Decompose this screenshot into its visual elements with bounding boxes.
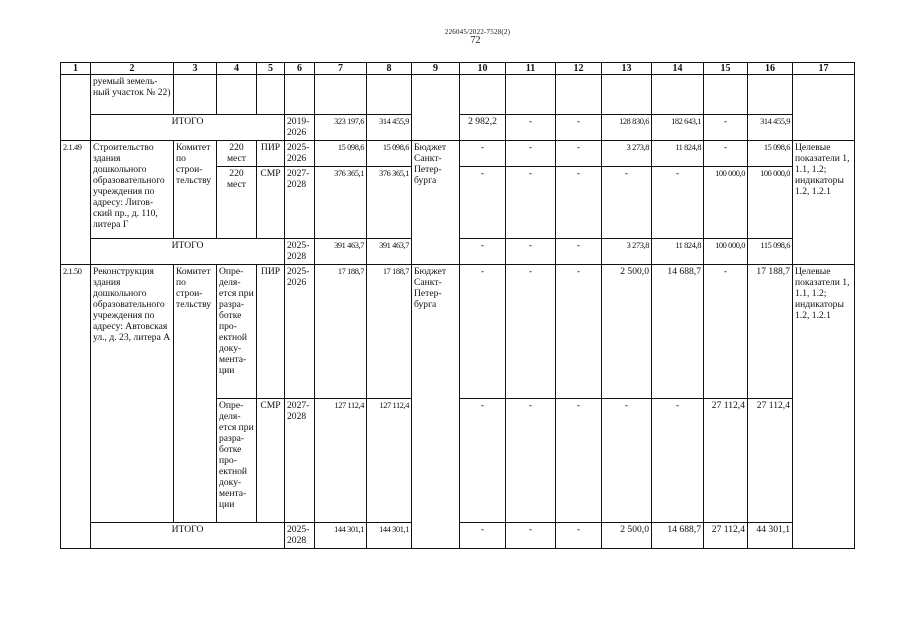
row-number: 2.1.50 bbox=[61, 265, 91, 549]
header-cell: 5 bbox=[257, 63, 285, 75]
cell-c12: - bbox=[556, 265, 602, 399]
cell-c15: - bbox=[704, 265, 748, 399]
cell-c13: - bbox=[602, 399, 652, 523]
header-cell: 11 bbox=[506, 63, 556, 75]
customer: Комитет по строи-тельству bbox=[174, 141, 217, 239]
cell-c15: 100 000,0 bbox=[704, 239, 748, 265]
cell-c12: - bbox=[556, 239, 602, 265]
cell-c14: 182 643,1 bbox=[652, 115, 704, 141]
cell-years: 2027-2028 bbox=[285, 167, 315, 239]
cell-c7: 391 463,7 bbox=[315, 239, 367, 265]
cell-c16: 15 098,6 bbox=[748, 141, 793, 167]
cell-c7: 15 098,6 bbox=[315, 141, 367, 167]
cell-customer bbox=[174, 75, 217, 115]
cell-c16: 27 112,4 bbox=[748, 399, 793, 523]
cell-c13: 3 273,8 bbox=[602, 239, 652, 265]
cell-c7: 144 301,1 bbox=[315, 523, 367, 549]
header-cell: 8 bbox=[367, 63, 412, 75]
cell-c13: 3 273,8 bbox=[602, 141, 652, 167]
cell-c8: 376 365,1 bbox=[367, 167, 412, 239]
cell-c16: 314 455,9 bbox=[748, 115, 793, 141]
cell-power bbox=[217, 75, 257, 115]
cell-c13: - bbox=[602, 167, 652, 239]
row-number: 2.1.49 bbox=[61, 141, 91, 265]
cell-years: 2019-2026 bbox=[285, 115, 315, 141]
page-number: 72 bbox=[470, 35, 481, 46]
cell-c13: 128 830,6 bbox=[602, 115, 652, 141]
cell-c11 bbox=[506, 75, 556, 115]
cell-c12 bbox=[556, 75, 602, 115]
cell-c14: 14 688,7 bbox=[652, 523, 704, 549]
indicators: Целевые показатели 1, 1.1, 1.2; индикаторы 1.2, 1.2.1 bbox=[793, 265, 855, 549]
cell-c10: - bbox=[460, 239, 506, 265]
header-cell: 15 bbox=[704, 63, 748, 75]
header-cell: 13 bbox=[602, 63, 652, 75]
header-cell: 12 bbox=[556, 63, 602, 75]
budget-source: Бюджет Санкт-Петер-бурга bbox=[412, 265, 460, 549]
cell-c11: - bbox=[506, 115, 556, 141]
cell-years: 2027-2028 bbox=[285, 399, 315, 523]
cell-c8: 144 301,1 bbox=[367, 523, 412, 549]
cell-c8 bbox=[367, 75, 412, 115]
cell-c15: 27 112,4 bbox=[704, 523, 748, 549]
cell-c15: - bbox=[704, 141, 748, 167]
itogo-label: ИТОГО bbox=[91, 115, 285, 141]
cell-c8: 15 098,6 bbox=[367, 141, 412, 167]
cell-c7: 17 188,7 bbox=[315, 265, 367, 399]
cell-c7: 323 197,6 bbox=[315, 115, 367, 141]
cell-num bbox=[61, 75, 91, 141]
cell-c15: 100 000,0 bbox=[704, 167, 748, 239]
cell-years: 2025-2026 bbox=[285, 265, 315, 399]
customer: Комитет по строи-тельству bbox=[174, 265, 217, 523]
header-cell: 1 bbox=[61, 63, 91, 75]
cell-c10: - bbox=[460, 265, 506, 399]
cell-budget bbox=[412, 75, 460, 141]
cell-c10: 2 982,2 bbox=[460, 115, 506, 141]
cell-c14: - bbox=[652, 167, 704, 239]
cell-c14: 11 824,8 bbox=[652, 239, 704, 265]
header-cell: 3 bbox=[174, 63, 217, 75]
header-cell: 2 bbox=[91, 63, 174, 75]
object-name: руемый земель-ный участок № 22) bbox=[91, 75, 174, 115]
cell-c12: - bbox=[556, 399, 602, 523]
cell-c12: - bbox=[556, 167, 602, 239]
header-cell: 9 bbox=[412, 63, 460, 75]
cell-c15: 27 112,4 bbox=[704, 399, 748, 523]
power: Опре-деля-ется при разра-ботке про-ектной доку-мента-ции bbox=[217, 399, 257, 523]
work-type: ПИР bbox=[257, 141, 285, 167]
cell-c16: 115 098,6 bbox=[748, 239, 793, 265]
table-row bbox=[61, 75, 855, 115]
header-cell: 7 bbox=[315, 63, 367, 75]
cell-c11: - bbox=[506, 523, 556, 549]
header-cell: 4 bbox=[217, 63, 257, 75]
cell-c15 bbox=[704, 75, 748, 115]
cell-years: 2025-2026 bbox=[285, 141, 315, 167]
cell-c16: 100 000,0 bbox=[748, 167, 793, 239]
cell-c11: - bbox=[506, 265, 556, 399]
object-name: Строительство здания дошкольного образовательного учреждения по адресу: Лигов-ский пр., д. 110, литера Г bbox=[91, 141, 174, 239]
cell-years bbox=[285, 75, 315, 115]
table-row bbox=[61, 265, 855, 399]
cell-c16: 17 188,7 bbox=[748, 265, 793, 399]
cell-c7: 376 365,1 bbox=[315, 167, 367, 239]
cell-c12: - bbox=[556, 141, 602, 167]
cell-c8: 17 188,7 bbox=[367, 265, 412, 399]
cell-c11: - bbox=[506, 239, 556, 265]
cell-c10: - bbox=[460, 141, 506, 167]
cell-c11: - bbox=[506, 399, 556, 523]
cell-c8: 391 463,7 bbox=[367, 239, 412, 265]
power: Опре-деля-ется при разра-ботке про-ектной доку-мента-ции bbox=[217, 265, 257, 399]
cell-c13 bbox=[602, 75, 652, 115]
header-cell: 17 bbox=[793, 63, 855, 75]
cell-c7 bbox=[315, 75, 367, 115]
header-cell: 6 bbox=[285, 63, 315, 75]
cell-c14 bbox=[652, 75, 704, 115]
cell-c10: - bbox=[460, 523, 506, 549]
table-row bbox=[61, 141, 855, 167]
cell-c13: 2 500,0 bbox=[602, 523, 652, 549]
financing-table bbox=[60, 62, 855, 549]
cell-c16 bbox=[748, 75, 793, 115]
cell-c10: - bbox=[460, 399, 506, 523]
work-type: СМР bbox=[257, 167, 285, 239]
cell-c15: - bbox=[704, 115, 748, 141]
itogo-label: ИТОГО bbox=[91, 239, 285, 265]
work-type: ПИР bbox=[257, 265, 285, 399]
cell-type bbox=[257, 75, 285, 115]
cell-c10: - bbox=[460, 167, 506, 239]
itogo-label: ИТОГО bbox=[91, 523, 285, 549]
budget-source: Бюджет Санкт-Петер-бурга bbox=[412, 141, 460, 265]
cell-c16: 44 301,1 bbox=[748, 523, 793, 549]
cell-c13: 2 500,0 bbox=[602, 265, 652, 399]
cell-c7: 127 112,4 bbox=[315, 399, 367, 523]
document-id: 226045/2022-7528(2) bbox=[444, 28, 511, 36]
indicators: Целевые показатели 1, 1.1, 1.2; индикаторы 1.2, 1.2.1 bbox=[793, 141, 855, 265]
header-row bbox=[61, 63, 855, 75]
header-cell: 10 bbox=[460, 63, 506, 75]
power: 220 мест bbox=[217, 141, 257, 167]
cell-c14: - bbox=[652, 399, 704, 523]
cell-c12: - bbox=[556, 523, 602, 549]
cell-c8: 127 112,4 bbox=[367, 399, 412, 523]
cell-c14: 11 824,8 bbox=[652, 141, 704, 167]
work-type: СМР bbox=[257, 399, 285, 523]
cell-indicators bbox=[793, 75, 855, 141]
cell-years: 2025-2028 bbox=[285, 523, 315, 549]
cell-c12: - bbox=[556, 115, 602, 141]
header-cell: 16 bbox=[748, 63, 793, 75]
cell-years: 2025-2028 bbox=[285, 239, 315, 265]
header-cell: 14 bbox=[652, 63, 704, 75]
object-name: Реконструкция здания дошкольного образовательного учреждения по адресу: Автовская ул., д. 23, литера А bbox=[91, 265, 174, 523]
cell-c11: - bbox=[506, 141, 556, 167]
cell-c14: 14 688,7 bbox=[652, 265, 704, 399]
cell-c10 bbox=[460, 75, 506, 115]
cell-c8: 314 455,9 bbox=[367, 115, 412, 141]
cell-c11: - bbox=[506, 167, 556, 239]
power: 220 мест bbox=[217, 167, 257, 239]
